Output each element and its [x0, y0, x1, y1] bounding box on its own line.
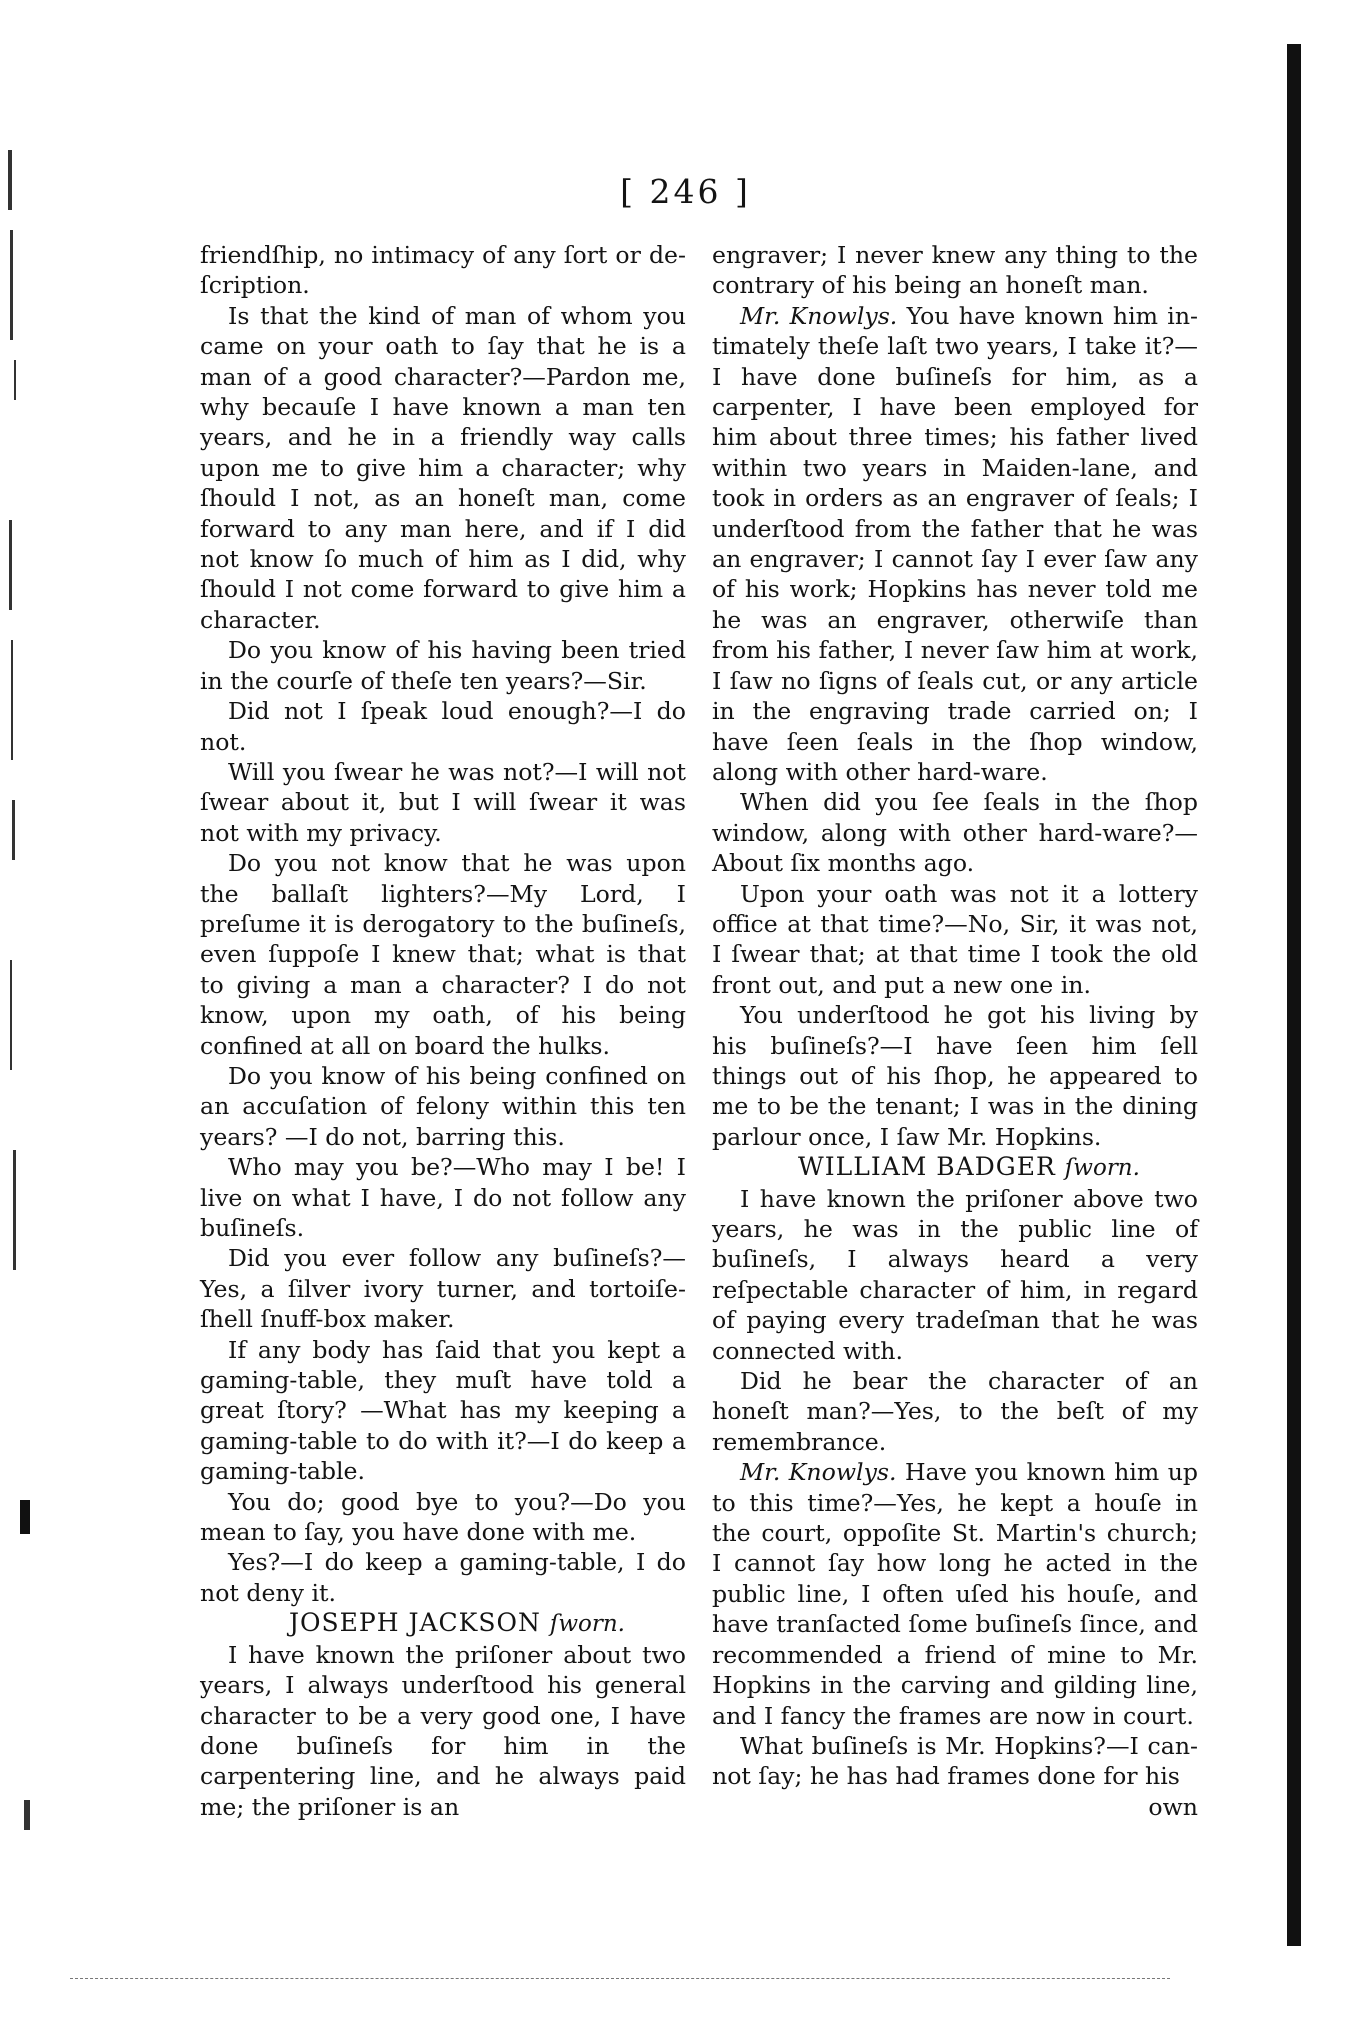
paragraph-text: Do you know of his being confined on an accuſation of felony within this ten years? —I do not, barring this. [200, 1061, 686, 1151]
witness-heading [712, 1152, 1198, 1183]
paragraph-text: Have you known him up to this time?—Yes, he kept a houſe in the court, oppoſite St. Martin's church; I cannot ſay how long he acted in the public line, I often uſed his houſe, and have tranſacted ſome buſineſs ſince, and recommended a friend of mine to Mr. Hopkins in the carving and gilding line, and I fancy the frames are now in court. [712, 1458, 1198, 1730]
paragraph [200, 1487, 686, 1548]
witness-heading [200, 1608, 686, 1639]
paragraph-text: Do you know of his having been tried in the courſe of theſe ten years?—Sir. [200, 636, 686, 695]
paragraph [200, 1547, 686, 1608]
witness-name: WILLIAM BADGER [798, 1152, 1056, 1182]
paragraph-text: Did not I ſpeak loud enough?—I do not. [200, 697, 686, 756]
paragraph [200, 240, 686, 301]
paragraph [712, 1366, 1198, 1457]
catchword [712, 1792, 1198, 1822]
paragraph-text: You have known him intimately theſe laſt two years, I take it?—I have done buſineſs for him, as a carpenter, I have been employed for him about three times; his father lived within two years in Maiden-lane, and took in orders as an engraver of ſeals; I underſtood from the father that he was an engraver; I cannot ſay I ever ſaw any of his work; Hopkins has never told me he was an engraver, otherwiſe than from his father, I never ſaw him at work, I ſaw no ſigns of ſeals cut, or any article in the engraving trade carried on; I have ſeen ſeals in the ſhop window, along with other hard-ware. [712, 301, 1199, 786]
paragraph [712, 1457, 1198, 1731]
paragraph-text: Is that the kind of man of whom you came on your oath to ſay that he is a man of a good character?—Pardon me, why becauſe I have known a man ten years, and he in a friendly way calls upon me to give him a character; why ſhould I not, as an honeſt man, come forward to any man here, and if I did not know ſo much of him as I did, why ſhould I not come forward to give him a character. [200, 301, 686, 634]
witness-name: JOSEPH JACKSON [289, 1608, 541, 1638]
binding-shadow [1287, 44, 1301, 1946]
paragraph [712, 1731, 1198, 1792]
paragraph [712, 879, 1198, 1001]
paragraph [200, 1061, 686, 1152]
paragraph-text: If any body has ſaid that you kept a gaming-table, they muſt have told a great ſtory? —What has my keeping a gaming-table to do with it?—I do keep a gaming-table. [200, 1335, 686, 1486]
page-bottom-edge [70, 1978, 1170, 1979]
paragraph [712, 1000, 1198, 1152]
sworn-label: ſworn. [1064, 1155, 1140, 1182]
paragraph [200, 635, 686, 696]
paragraph-text: Do you not know that he was upon the ballaſt lighters?—My Lord, I preſume it is derogatory to the buſineſs, even ſuppoſe I knew that; what is that to giving a man a character? I do not know, upon my oath, of his being confined at all on board the hulks. [200, 849, 686, 1060]
paragraph [200, 301, 686, 635]
paragraph-text: Did you ever follow any buſineſs?—Yes, a ſilver ivory turner, and tortoiſe-ſhell ſnuff-box maker. [200, 1244, 686, 1334]
paragraph-text: When did you ſee ſeals in the ſhop window, along with other hard-ware?—About ſix months ago. [712, 788, 1198, 878]
paragraph-text: Will you ſwear he was not?—I will not ſwear about it, but I will ſwear it was not with my privacy. [200, 757, 686, 847]
paragraph-text: I have known the priſoner about two years, I always underſtood his general character to be a very good one, I have done buſineſs for him in the carpentering line, and he always paid me; the priſoner is an [200, 1640, 686, 1821]
paragraph [200, 757, 686, 848]
left-column [200, 240, 686, 1822]
page-number: [ 246 ] [620, 172, 751, 211]
paragraph-text: Who may you be?—Who may I be! I live on what I have, I do not follow any buſineſs. [200, 1153, 686, 1242]
paragraph [712, 301, 1198, 788]
paragraph-text: You underſtood he got his living by his buſineſs?—I have ſeen him ſell things out of his ſhop, he appeared to me to be the tenant; I was in the dining parlour once, I ſaw Mr. Hopkins. [712, 1001, 1198, 1151]
paragraph [200, 848, 686, 1061]
paragraph [712, 240, 1198, 301]
paragraph-text: Upon your oath was not it a lottery office at that time?—No, Sir, it was not, I ſwear that; at that time I took the old front out, and put a new one in. [712, 879, 1198, 999]
paragraph [200, 1335, 686, 1487]
paragraph-text: What buſineſs is Mr. Hopkins?—I cannot ſay; he has had frames done for his [712, 1731, 1198, 1791]
paragraph [200, 1640, 686, 1822]
paragraph-text: You do; good bye to you?—Do you mean to ſay, you have done with me. [200, 1487, 686, 1547]
right-column [712, 240, 1198, 1822]
paragraph-text: friendſhip, no intimacy of any ſort or deſcription. [200, 241, 686, 300]
scanned-left-edge [0, 0, 60, 2018]
paragraph-text: own [1148, 1792, 1198, 1821]
paragraph-text: engraver; I never knew any thing to the contrary of his being an honeſt man. [712, 241, 1198, 300]
paragraph [200, 1152, 686, 1243]
paragraph-text: Yes?—I do keep a gaming-table, I do not deny it. [200, 1548, 686, 1607]
speaker-name: Mr. Knowlys. [740, 301, 898, 330]
paragraph-text: I have known the priſoner above two years, he was in the public line of buſineſs, I always heard a very reſpectable character of him, in regard of paying every tradeſman that he was connected with. [712, 1184, 1198, 1365]
speaker-name: Mr. Knowlys. [740, 1458, 897, 1487]
paragraph [200, 696, 686, 757]
sworn-label: ſworn. [549, 1611, 625, 1638]
paragraph [712, 1184, 1198, 1366]
paragraph [712, 787, 1198, 878]
paragraph [200, 1243, 686, 1334]
paragraph-text: Did he bear the character of an honeſt man?—Yes, to the beſt of my remembrance. [712, 1367, 1198, 1456]
